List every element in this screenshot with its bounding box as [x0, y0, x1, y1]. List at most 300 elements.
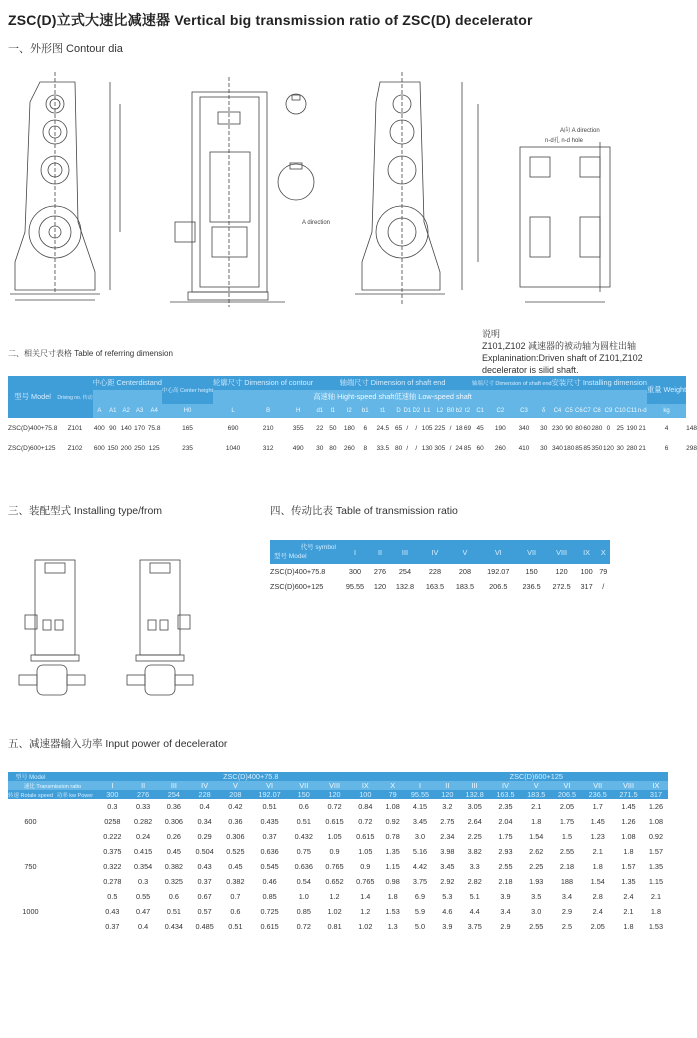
power-speed — [8, 829, 53, 844]
ratio-row — [270, 564, 610, 579]
power-cell: 0258 — [104, 817, 121, 826]
power-ratio-1: 276 — [128, 790, 159, 799]
ratio-cell: 79 — [599, 567, 608, 576]
power-row — [8, 859, 668, 874]
power-cell: 2.55 — [529, 922, 544, 931]
dim-col-2: A2 — [119, 404, 132, 418]
power-row — [8, 814, 668, 829]
ratio-table — [270, 540, 610, 594]
ratio-cell: 120 — [555, 567, 568, 576]
power-ratio-2: 254 — [158, 790, 189, 799]
power-cell: 2.8 — [592, 892, 603, 901]
ratio-model: ZSC(D)400+75.8 — [270, 567, 326, 576]
power-cell: 3.05 — [467, 802, 482, 811]
power-cell: 0.485 — [195, 922, 214, 931]
power-cell: 0.375 — [103, 847, 122, 856]
power-ratio-6: 150 — [288, 790, 319, 799]
power-col-3: IV — [189, 781, 220, 790]
power-speed: 1000 — [22, 907, 39, 916]
power-cell: 0.765 — [325, 862, 344, 871]
power-ratio-18: 317 — [644, 790, 668, 799]
power-cell: 1.08 — [648, 817, 664, 826]
dim-col-35: kg — [647, 404, 686, 418]
dim-row — [8, 438, 697, 458]
power-cell: 6.9 — [414, 892, 426, 901]
power-cell: 1.57 — [621, 862, 636, 871]
power-col-18: IX — [644, 781, 668, 790]
ratio-col-8: IX — [577, 540, 597, 564]
power-cell: 1.8 — [531, 817, 542, 826]
power-cell: 1.35 — [648, 862, 664, 871]
dim-col-25: δ — [536, 404, 552, 418]
dim-cell: 33.5 — [376, 444, 390, 452]
power-header-model: 型号 Model — [8, 772, 53, 781]
dim-cell: 85 — [575, 444, 583, 452]
ratio-cell: 100 — [580, 567, 593, 576]
power-ratio-8: 100 — [350, 790, 381, 799]
dim-cell: 150 — [107, 444, 119, 452]
dim-col-19: B0 — [446, 404, 455, 418]
dim-cell: 6 — [363, 424, 368, 432]
ratio-cell: 206.5 — [489, 582, 508, 591]
power-cell: 1.8 — [623, 847, 634, 856]
power-cell: 1.45 — [621, 802, 636, 811]
dim-cell: 260 — [343, 444, 355, 452]
power-cell: 0.382 — [164, 862, 183, 871]
power-cell: 3.9 — [500, 892, 511, 901]
power-cell: 0.67 — [197, 892, 212, 901]
power-ratio-10: 95.55 — [405, 790, 436, 799]
power-cell: 0.45 — [228, 862, 243, 871]
dim-cell: 24.5 — [376, 424, 390, 432]
ratio-col-2: III — [390, 540, 420, 564]
power-cell: 0.3 — [138, 877, 149, 886]
dim-col-0: A — [93, 404, 106, 418]
power-cell: 0.36 — [166, 802, 181, 811]
a-direction-label-2: A direction — [302, 220, 331, 226]
power-cell: 0.47 — [136, 907, 151, 916]
power-spacer — [53, 844, 97, 859]
dim-cell: 30 — [616, 444, 624, 452]
dim-cell: 69 — [463, 424, 472, 432]
power-cell: 0.306 — [226, 832, 245, 841]
power-cell: 0.42 — [228, 802, 243, 811]
ratio-cell: 254 — [398, 567, 412, 576]
dim-cell: 400 — [93, 424, 105, 432]
power-cell: 1.75 — [498, 832, 513, 841]
power-cell: 2.35 — [498, 802, 513, 811]
power-cell: 2.4 — [623, 892, 634, 901]
a-direction-label: A向 A direction — [560, 128, 600, 134]
dim-col-28: C6 — [575, 404, 583, 418]
power-cell: 2.5 — [561, 922, 573, 931]
power-cell: 2.34 — [440, 832, 455, 841]
dim-cell: 225 — [434, 424, 446, 432]
dim-col-18: L2 — [434, 404, 447, 418]
power-col-7: VIII — [319, 781, 350, 790]
dim-cell: Z102 — [67, 444, 83, 452]
power-ratio-4: 208 — [220, 790, 251, 799]
power-ratio-13: 163.5 — [490, 790, 521, 799]
power-spacer — [53, 889, 97, 904]
power-cell: 0.78 — [385, 832, 400, 841]
power-ratio-9: 79 — [381, 790, 405, 799]
dim-cell: 60 — [476, 444, 484, 452]
power-col-10: I — [405, 781, 436, 790]
dim-header-high-speed: 高速轴 Hight-speed shaft — [313, 390, 394, 404]
power-cell: 1.8 — [650, 907, 662, 916]
dim-cell: 8 — [363, 444, 368, 452]
dim-header-driving: Driving no. 传动 — [57, 376, 92, 418]
power-cell: 1.08 — [385, 802, 400, 811]
dim-cell: 190 — [626, 424, 638, 432]
power-cell: 4.15 — [412, 802, 428, 811]
power-col-16: VII — [582, 781, 613, 790]
power-cell: 0.81 — [327, 922, 342, 931]
power-cell: 4.42 — [412, 862, 428, 871]
power-cell: 0.325 — [164, 877, 183, 886]
power-ratio-16: 236.5 — [582, 790, 613, 799]
power-cell: 0.72 — [358, 817, 373, 826]
note-line-3: Explanination:Driven shaft of Z101,Z102 — [482, 353, 643, 363]
power-cell: 0.54 — [296, 877, 311, 886]
dim-col-33: C11 — [626, 404, 638, 418]
power-cell: 0.4 — [199, 802, 210, 811]
power-cell: 3.4 — [500, 907, 511, 916]
power-cell: 0.382 — [226, 877, 245, 886]
power-cell: 0.43 — [197, 862, 212, 871]
power-ratio-14: 183.5 — [521, 790, 552, 799]
power-ratio-0: 300 — [97, 790, 128, 799]
dim-header-weight: 重量 Weight — [647, 376, 686, 404]
power-cell: 0.46 — [262, 877, 277, 886]
power-spacer — [53, 904, 97, 919]
dim-cell: 65 — [394, 424, 403, 432]
power-cell: 2.92 — [440, 877, 455, 886]
power-cell: 0.306 — [164, 817, 183, 826]
power-col-9: X — [381, 781, 405, 790]
dim-col-7: B — [253, 404, 283, 418]
power-cell: 3.82 — [467, 847, 482, 856]
power-speed — [8, 799, 53, 814]
power-cell: 0.432 — [294, 832, 313, 841]
power-cell: 1.05 — [358, 847, 373, 856]
power-cell: 2.55 — [498, 862, 513, 871]
ratio-row — [270, 579, 610, 594]
power-cell: 0.415 — [133, 847, 153, 856]
power-speed: 600 — [24, 817, 37, 826]
section-power-heading: 五、减速器输入功率 Input power of decelerator — [8, 738, 228, 750]
dim-cell: 125 — [148, 444, 160, 452]
ratio-cell: 95.55 — [345, 582, 365, 591]
dim-cell: 690 — [227, 424, 239, 432]
dim-col-29: C7 — [583, 404, 591, 418]
power-col-6: VII — [288, 781, 319, 790]
dim-header-shaft2: 轴端尺寸 Dimension of shaft end — [472, 376, 552, 390]
power-spacer — [53, 829, 97, 844]
power-cell: 0.33 — [136, 802, 151, 811]
power-cell: 5.16 — [412, 847, 428, 856]
power-ratio-3: 228 — [189, 790, 220, 799]
power-cell: 1.26 — [621, 817, 636, 826]
power-cell: 1.26 — [648, 802, 664, 811]
power-speed — [8, 874, 53, 889]
ratio-cell: 192.07 — [487, 567, 510, 576]
ratio-model: ZSC(D)600+125 — [270, 582, 324, 591]
section-reference-heading: 二、相关尺寸表格 Table of referring dimension — [8, 349, 173, 358]
power-cell: 2.64 — [467, 817, 482, 826]
ratio-col-3: IV — [420, 540, 450, 564]
dim-cell: 210 — [262, 424, 274, 432]
power-cell: 1.93 — [529, 877, 544, 886]
dim-cell: 280 — [626, 444, 638, 452]
hole-label: n-d孔 n-d hole — [545, 138, 584, 144]
power-cell: 2.1 — [531, 802, 542, 811]
power-cell: 3.75 — [467, 922, 482, 931]
ratio-header-symbol: 代号 symbol — [300, 544, 336, 551]
ratio-cell: 120 — [373, 582, 387, 591]
ratio-col-7: VIII — [547, 540, 577, 564]
dim-cell: / — [406, 424, 409, 432]
power-cell: 1.02 — [358, 922, 373, 931]
power-cell: 1.5 — [561, 832, 573, 841]
installing-diagram — [15, 555, 215, 715]
power-cell: 0.4 — [138, 922, 149, 931]
power-cell: 1.15 — [648, 877, 664, 886]
power-cell: 1.7 — [592, 802, 603, 811]
dim-col-30: C8 — [591, 404, 603, 418]
power-cell: 4.6 — [442, 907, 453, 916]
note-line-4: decelerator is silid shaft. — [482, 365, 579, 375]
power-col-13: IV — [490, 781, 521, 790]
power-cell: 0.322 — [103, 862, 122, 871]
power-cell: 2.9 — [561, 907, 573, 916]
power-cell: 0.43 — [105, 907, 120, 916]
power-cell: 1.8 — [387, 892, 398, 901]
power-cell: 0.85 — [296, 907, 311, 916]
power-row — [8, 799, 668, 814]
dim-cell: 250 — [134, 444, 146, 452]
power-spacer — [53, 799, 97, 814]
power-cell: 1.05 — [327, 832, 342, 841]
power-cell: 2.05 — [590, 922, 605, 931]
ratio-cell: 228 — [428, 567, 442, 576]
dim-header-shaft: 轴端尺寸 Dimension of shaft end — [313, 376, 472, 390]
power-cell: 2.93 — [498, 847, 513, 856]
power-cell: 2.75 — [440, 817, 455, 826]
power-cell: 0.725 — [260, 907, 279, 916]
power-cell: 1.2 — [329, 892, 340, 901]
power-ratio-12: 132.8 — [459, 790, 490, 799]
power-cell: 0.9 — [329, 847, 340, 856]
power-spacer — [53, 814, 97, 829]
power-cell: 0.36 — [228, 817, 243, 826]
power-cell: 1.54 — [529, 832, 544, 841]
dim-col-16: D2 — [412, 404, 421, 418]
power-cell: 2.05 — [559, 802, 575, 811]
power-cell: 1.15 — [385, 862, 400, 871]
power-row — [8, 919, 668, 934]
power-cell: 2.25 — [467, 832, 482, 841]
power-row — [8, 904, 668, 919]
power-cell: 0.434 — [164, 922, 183, 931]
power-cell: 0.278 — [103, 877, 122, 886]
power-cell: 3.5 — [531, 892, 542, 901]
dim-cell: 4 — [664, 424, 669, 432]
ratio-cell: 163.5 — [425, 582, 445, 591]
explanation-note — [482, 328, 678, 376]
power-cell: 0.615 — [325, 817, 344, 826]
dim-cell: ZSC(D)600+125 — [8, 444, 56, 452]
power-cell: 3.45 — [440, 862, 455, 871]
dim-cell: 30 — [540, 444, 548, 452]
power-col-17: VIII — [613, 781, 644, 790]
dim-cell: 22 — [316, 424, 324, 432]
power-cell: 1.8 — [592, 862, 603, 871]
power-cell: 0.6 — [230, 907, 241, 916]
dim-cell: / — [449, 444, 452, 452]
power-cell: 2.18 — [498, 877, 513, 886]
power-cell: 0.45 — [166, 847, 181, 856]
power-cell: 0.525 — [226, 847, 245, 856]
dim-col-13: t1 — [371, 404, 394, 418]
power-ratio-5: 192.07 — [251, 790, 289, 799]
dim-cell: 340 — [551, 444, 563, 452]
power-cell: 5.9 — [414, 907, 426, 916]
power-col-4: V — [220, 781, 251, 790]
power-cell: 3.75 — [412, 877, 428, 886]
power-cell: 1.53 — [648, 922, 664, 931]
power-cell: 2.4 — [592, 907, 603, 916]
dim-col-26: C4 — [552, 404, 564, 418]
dim-cell: 30 — [540, 424, 548, 432]
power-cell: 2.9 — [500, 922, 511, 931]
dim-cell: 75.8 — [147, 424, 161, 432]
power-cell: 3.98 — [440, 847, 455, 856]
dim-cell: 230 — [551, 424, 563, 432]
power-cell: 1.23 — [590, 832, 605, 841]
dim-cell: 200 — [120, 444, 132, 452]
dim-cell: 180 — [343, 424, 355, 432]
power-ratio-7: 120 — [319, 790, 350, 799]
power-cell: 0.282 — [133, 817, 153, 826]
power-cell: 1.0 — [298, 892, 309, 901]
power-cell: 0.615 — [260, 922, 279, 931]
power-cell: 0.92 — [385, 817, 400, 826]
power-col-0: I — [97, 781, 128, 790]
power-cell: 2.1 — [623, 907, 634, 916]
dim-row — [8, 418, 697, 438]
power-speed — [8, 889, 53, 904]
dim-col-8: H — [283, 404, 313, 418]
power-col-5: VI — [251, 781, 289, 790]
power-cell: 0.765 — [356, 877, 375, 886]
dim-header-model: 型号 Model — [8, 376, 57, 418]
power-cell: 1.8 — [623, 922, 634, 931]
ratio-col-0: I — [340, 540, 370, 564]
dim-cell: 140 — [120, 424, 132, 432]
dim-col-20: b2 — [455, 404, 463, 418]
dim-cell: / — [415, 444, 418, 452]
power-cell: 0.435 — [260, 817, 279, 826]
dim-cell: / — [406, 444, 409, 452]
power-cell: 0.24 — [136, 832, 151, 841]
power-cell: 0.652 — [325, 877, 344, 886]
power-cell: 1.53 — [385, 907, 400, 916]
dim-cell: 305 — [434, 444, 446, 452]
dim-col-15: D1 — [403, 404, 412, 418]
section-ratio-heading: 四、传动比表 Table of transmission ratio — [270, 505, 458, 517]
dim-col-6: L — [213, 404, 253, 418]
dim-cell: 25 — [616, 424, 624, 432]
dim-cell: 30 — [316, 444, 324, 452]
power-cell: 4.4 — [469, 907, 480, 916]
ratio-cell: 276 — [373, 567, 387, 576]
power-cell: 0.37 — [105, 922, 120, 931]
power-cell: 0.55 — [136, 892, 151, 901]
ratio-col-9: X — [597, 540, 610, 564]
dim-header-contour: 轮廓尺寸 Dimension of contour — [213, 376, 313, 390]
power-cell: 1.4 — [360, 892, 371, 901]
power-cell: 0.222 — [103, 832, 122, 841]
dim-cell: 190 — [494, 424, 506, 432]
dim-cell: 80 — [329, 444, 337, 452]
ratio-col-6: VII — [517, 540, 547, 564]
power-cell: 5.3 — [442, 892, 453, 901]
dim-cell: 6 — [664, 444, 669, 452]
power-cell: 2.18 — [559, 862, 575, 871]
dim-cell: 260 — [494, 444, 506, 452]
power-cell: 0.75 — [296, 847, 311, 856]
power-cell: 2.55 — [559, 847, 575, 856]
dim-col-9: d1 — [313, 404, 326, 418]
power-col-14: V — [521, 781, 552, 790]
power-col-1: II — [128, 781, 159, 790]
power-cell: 0.51 — [262, 802, 277, 811]
power-cell: 3.3 — [469, 862, 480, 871]
dim-cell: 24 — [455, 444, 463, 452]
dim-cell: 355 — [292, 424, 304, 432]
dim-header-installing: 安装尺寸 Installing dimension — [552, 376, 647, 390]
power-cell: 1.57 — [648, 847, 664, 856]
dim-cell: 180 — [563, 444, 575, 452]
power-cell: 0.26 — [166, 832, 181, 841]
power-group-2: ZSC(D)600+125 — [405, 772, 668, 781]
power-speed — [8, 919, 53, 934]
power-cell: 1.35 — [621, 877, 636, 886]
power-cell: 3.0 — [531, 907, 542, 916]
power-cell: 0.51 — [228, 922, 243, 931]
dim-cell: 85 — [583, 444, 591, 452]
dim-cell: 148 — [686, 424, 697, 432]
power-cell: 1.08 — [621, 832, 636, 841]
power-row — [8, 844, 668, 859]
dim-col-4: A4 — [146, 404, 162, 418]
power-cell: 0.7 — [230, 892, 241, 901]
power-cell: 0.34 — [197, 817, 212, 826]
power-cell: 0.85 — [262, 892, 277, 901]
power-cell: 0.545 — [260, 862, 279, 871]
power-cell: 1.2 — [360, 907, 371, 916]
power-cell: 0.636 — [260, 847, 279, 856]
ratio-cell: 300 — [348, 567, 362, 576]
power-cell: 2.25 — [529, 862, 544, 871]
power-col-8: IX — [350, 781, 381, 790]
power-col-11: II — [435, 781, 459, 790]
power-header-power: 功率 kw Power — [53, 790, 97, 799]
power-cell: 1.35 — [385, 847, 400, 856]
dim-cell: 50 — [329, 424, 337, 432]
